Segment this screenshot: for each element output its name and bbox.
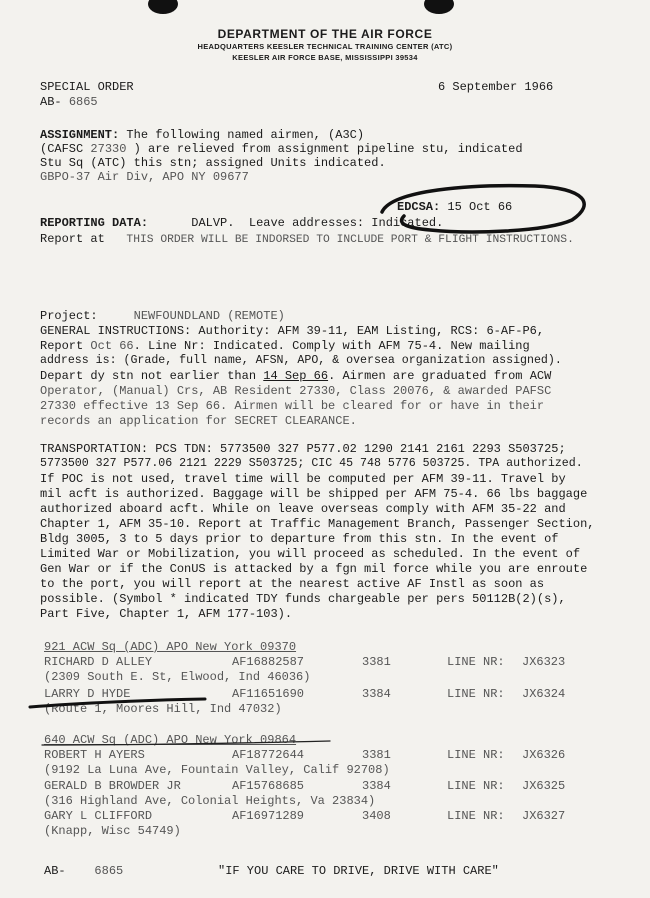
punch-hole-left [148, 0, 178, 14]
transportation-line: If POC is not used, travel time will be computed per AFM 39-11. Travel by [40, 472, 566, 486]
transportation-line: Chapter 1, AFM 35-10. Report at Traffic Management Branch, Passenger Section, [40, 517, 595, 531]
airman-afsn: AF18772644 [232, 748, 305, 762]
line-nr-label: LINE NR: [447, 809, 505, 823]
airman-address: (Knapp, Wisc 54749) [44, 824, 181, 838]
airman-name: LARRY D HYDE [44, 687, 131, 701]
special-order-title: SPECIAL ORDER [40, 80, 134, 94]
line-nr-value: JX6327 [522, 809, 566, 823]
general-instructions-line-6: 27330 effective 13 Sep 66. Airmen will be cleared for or have in their [40, 399, 545, 413]
line-nr-label: LINE NR: [447, 748, 505, 762]
transportation-line: Part Five, Chapter 1, AFM 177-103). [40, 607, 293, 621]
airman-name: GERALD B BROWDER JR [44, 779, 181, 793]
transportation-line: to the port, you will report at the nearest active AF Instl as soon as [40, 577, 545, 591]
airman-afsn: AF16882587 [232, 655, 305, 669]
footer-slogan: "IF YOU CARE TO DRIVE, DRIVE WITH CARE" [218, 864, 499, 878]
airman-code: 3384 [362, 779, 391, 793]
report-at: Report at THIS ORDER WILL BE INDORSED TO INCLUDE PORT & FLIGHT INSTRUCTIONS. [40, 232, 574, 246]
project: Project: NEWFOUNDLAND (REMOTE) [40, 309, 285, 323]
reporting-data: REPORTING DATA: DALVP. Leave addresses: Indicated. [40, 216, 444, 230]
assignment-line-1: ASSIGNMENT: The following named airmen, (A3C) [40, 128, 365, 142]
airman-address: (316 Highland Ave, Colonial Heights, Va 23834) [44, 794, 376, 808]
airman-afsn: AF11651690 [232, 687, 305, 701]
transportation-line: Gen War or if the ConUS is attacked by a fgn mil force while you are enroute [40, 562, 588, 576]
transportation-line: TRANSPORTATION: PCS TDN: 5773500 327 P577.02 1290 2141 2161 2293 S503725; [40, 442, 566, 456]
transportation-line: authorized aboard acft. While on leave overseas comply with AFM 35-22 and [40, 502, 566, 516]
unit-heading: 921 ACW Sq (ADC) APO New York 09370 [44, 640, 297, 654]
footer-order-number: AB- 6865 [44, 864, 124, 878]
header-headquarters: HEADQUARTERS KEESLER TECHNICAL TRAINING CENTER (ATC) [197, 42, 453, 51]
edcsa: EDCSA: 15 Oct 66 [397, 200, 513, 214]
general-instructions-line-5: Operator, (Manual) Crs, AB Resident 27330, Class 20076, & awarded PAFSC [40, 384, 552, 398]
general-instructions-line-1: GENERAL INSTRUCTIONS: Authority: AFM 39-11, EAM Listing, RCS: 6-AF-P6, [40, 324, 545, 338]
line-nr-value: JX6324 [522, 687, 566, 701]
transportation-line: 5773500 327 P577.06 2121 2229 S503725; CIC 45 748 5776 503725. TPA authorized. [40, 457, 583, 470]
general-instructions-line-7: records an application for SECRET CLEARANCE. [40, 414, 357, 428]
line-nr-label: LINE NR: [447, 779, 505, 793]
airman-name: GARY L CLIFFORD [44, 809, 153, 823]
punch-hole-right [424, 0, 454, 14]
airman-address: (2309 South E. St, Elwood, Ind 46036) [44, 670, 311, 684]
line-nr-value: JX6323 [522, 655, 566, 669]
airman-name: ROBERT H AYERS [44, 748, 145, 762]
order-number: AB- 6865 [40, 95, 98, 109]
order-date: 6 September 1966 [438, 80, 554, 94]
airman-address: (Route 1, Moores Hill, Ind 47032) [44, 702, 282, 716]
unit-heading: 640 ACW Sq (ADC) APO New York 09864 [44, 733, 297, 747]
transportation-line: Limited War or Mobilization, you will proceed as scheduled. In the event of [40, 547, 581, 561]
general-instructions-line-2: Report Oct 66. Line Nr: Indicated. Comply with AFM 75-4. New mailing [40, 339, 530, 353]
transportation-line: possible. (Symbol * indicated TDY funds chargeable per pers 50112B(2)(s), [40, 592, 566, 606]
line-nr-value: JX6326 [522, 748, 566, 762]
airman-code: 3408 [362, 809, 391, 823]
airman-afsn: AF15768685 [232, 779, 305, 793]
transportation-line: Bldg 3005, 3 to 5 days prior to departure from this stn. In the event of [40, 532, 559, 546]
airman-address: (9192 La Luna Ave, Fountain Valley, Calif 92708) [44, 763, 390, 777]
assignment-line-3: Stu Sq (ATC) this stn; assigned Units indicated. [40, 156, 386, 170]
line-nr-label: LINE NR: [447, 655, 505, 669]
airman-name: RICHARD D ALLEY [44, 655, 153, 669]
header-department: DEPARTMENT OF THE AIR FORCE [217, 27, 433, 41]
airman-code: 3384 [362, 687, 391, 701]
airman-code: 3381 [362, 748, 391, 762]
assignment-line-2: (CAFSC 27330 ) are relieved from assignment pipeline stu, indicated [40, 142, 523, 156]
airman-afsn: AF16971289 [232, 809, 305, 823]
general-instructions-line-3: address is: (Grade, full name, AFSN, APO, & oversea organization assigned). [40, 354, 562, 367]
header-base: KEESLER AIR FORCE BASE, MISSISSIPPI 39534 [232, 53, 418, 62]
general-instructions-line-4: Depart dy stn not earlier than 14 Sep 66. Airmen are graduated from ACW [40, 369, 552, 383]
transportation-line: mil acft is authorized. Baggage will be shipped per AFM 75-4. 66 lbs baggage [40, 487, 588, 501]
assignment-line-4: GBPO-37 Air Div, APO NY 09677 [40, 170, 249, 184]
line-nr-label: LINE NR: [447, 687, 505, 701]
line-nr-value: JX6325 [522, 779, 566, 793]
airman-code: 3381 [362, 655, 391, 669]
